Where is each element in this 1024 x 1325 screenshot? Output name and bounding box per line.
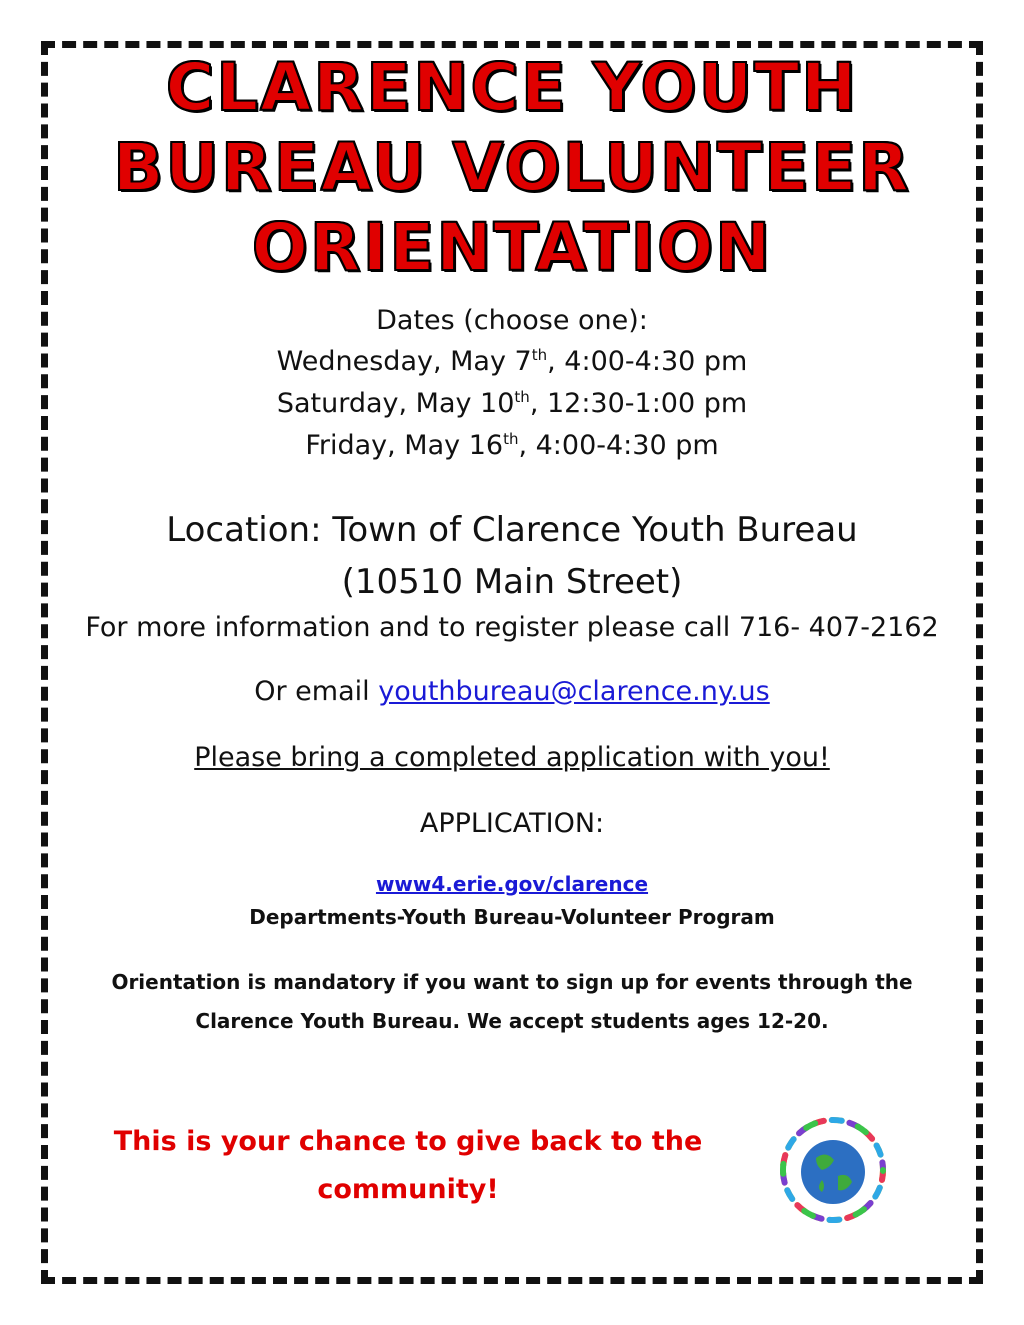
email-prefix: Or email	[254, 676, 379, 707]
application-heading: APPLICATION:	[419, 808, 605, 839]
application-path: Departments-Youth Bureau-Volunteer Program	[249, 905, 775, 929]
application-url-link[interactable]: www4.erie.gov/clarence	[375, 872, 649, 896]
mandatory-line-1: Orientation is mandatory if you want to sign up for events through the	[111, 970, 913, 994]
date-ordinal: th	[503, 430, 519, 448]
title-line-3: ORIENTATION	[251, 209, 773, 286]
closing-line-1: This is your chance to give back to the	[113, 1126, 703, 1157]
date-item	[0, 430, 1024, 461]
date-item	[0, 346, 1024, 377]
date-item	[0, 388, 1024, 419]
phone-info: For more information and to register please call 716- 407-2162	[85, 612, 939, 643]
date-time: , 4:00-4:30 pm	[547, 346, 748, 377]
location-line-1: Location: Town of Clarence Youth Bureau	[166, 510, 858, 550]
date-time: , 4:00-4:30 pm	[518, 430, 719, 461]
email-line	[0, 676, 1024, 707]
globe-with-people-circle-icon	[768, 1110, 898, 1230]
date-ordinal: th	[514, 388, 530, 406]
date-ordinal: th	[531, 346, 548, 364]
email-link[interactable]: youthbureau@clarence.ny.us	[378, 676, 770, 707]
title-line-1: CLARENCE YOUTH	[165, 49, 859, 126]
mandatory-line-2: Clarence Youth Bureau. We accept students ages 12-20.	[195, 1009, 829, 1033]
application-url-line	[0, 872, 1024, 896]
date-text: Saturday, May 10	[276, 388, 515, 419]
title-line-2: BUREAU VOLUNTEER	[113, 129, 911, 206]
closing-line-2: community!	[317, 1174, 499, 1205]
reminder-text: Please bring a completed application with you!	[194, 742, 830, 773]
date-text: Friday, May 16	[305, 430, 504, 461]
date-text: Wednesday, May 7	[276, 346, 532, 377]
location-line-2: (10510 Main Street)	[341, 562, 683, 602]
dates-heading: Dates (choose one):	[376, 305, 648, 336]
date-time: , 12:30-1:00 pm	[529, 388, 748, 419]
